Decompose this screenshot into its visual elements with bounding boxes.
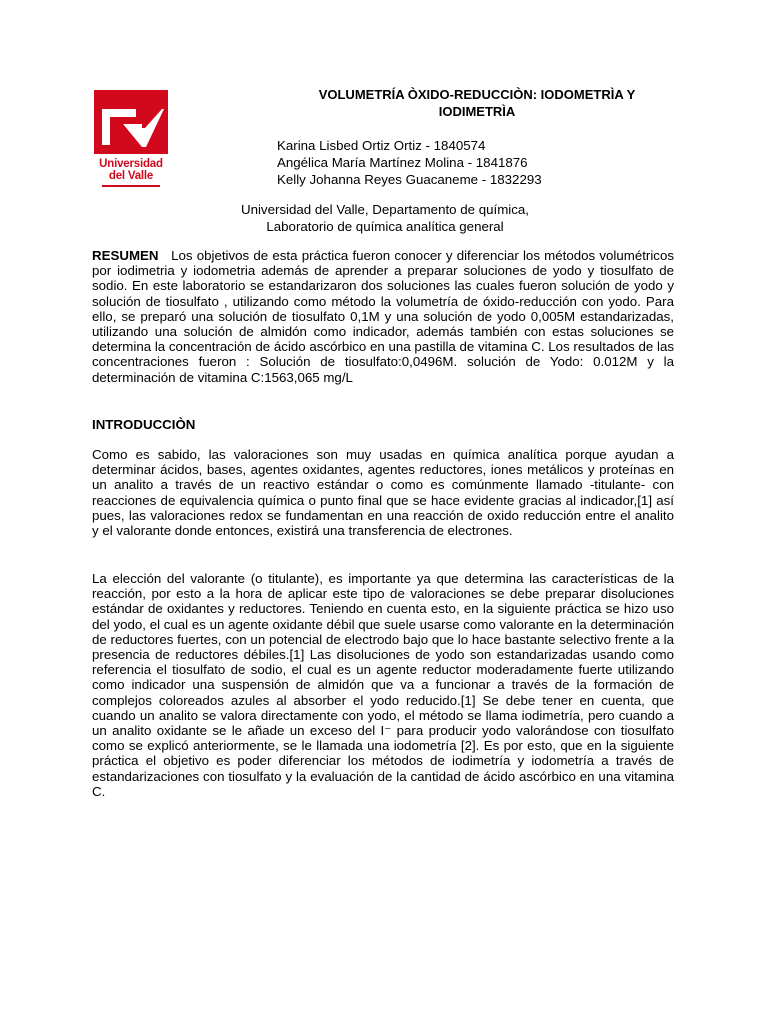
document-title: VOLUMETRÍA ÒXIDO-REDUCCIÒN: IODOMETRÌA Y IODIMETRÌA [318,87,636,119]
author-1: Karina Lisbed Ortiz Ortiz - 1840574 [277,138,486,153]
author-list [277,137,542,188]
abstract-text: Los objetivos de esta práctica fueron conocer y diferenciar los métodos volumétricos por iodimetria y iodometria además de aprender a preparar soluciones de yodo y tiosulfato de sodio. En este laboratorio se estandarizaron dos soluciones las cuales fueron solución de yodo y solución de tiosulfato , utilizando como método la volumetría de óxido-reducción con yodo. Para ello, se preparó una solución de tiosulfato 0,1M y una solución de yodo 0,005M estandarizadas, utilizando una solución de almidón como indicador, además también con estas soluciones se determina la concentración de ácido ascórbico en una pastilla de vitamina C. Los resultados de las concentraciones fueron : Solución de tiosulfato:0,0496M. solución de Yodo: 0.012M y la determinación de vitamina C:1563,065 mg/L [92,248,674,385]
affiliation [200,201,570,235]
affiliation-line-1: Universidad del Valle, Departamento de química, [240,202,529,217]
abstract-label: RESUMEN [92,248,159,263]
introduction-paragraph-1: Como es sabido, las valoraciones son muy usadas en química analítica porque ayudan a determinar ácidos, bases, agentes oxidantes, agentes reductores, iones metálicos y proteínas en un analito a través de un reactivo estándar o como es comúnmente llamado -titulante- con reacciones de equivalencia química o punto final que se hace evidente gracias al indicador,[1] así pues, las valoraciones redox se fundamentan en una reacción de oxido reducción entre el analito y el valorante donde entonces, existirá una transferencia de electrones. [92,447,674,539]
author-3: Kelly Johanna Reyes Guacaneme - 1832293 [277,172,542,187]
logo-line-1: Universidad [99,158,163,170]
author-2: Angélica María Martínez Molina - 1841876 [277,155,528,170]
affiliation-line-2: Laboratorio de química analítica general [266,219,504,234]
abstract-paragraph [92,248,674,385]
introduction-paragraph-2: La elección del valorante (o titulante), es importante ya que determina las características de la reacción, por esto a la hora de aplicar este tipo de valoraciones se debe preparar disoluciones estándar de oxidantes y reductores. Teniendo en cuenta esto, en la siguiente práctica se hizo uso del yodo, el cual es un agente oxidante débil que suele usarse como valorante en la determinación de reductores fuertes, con un potencial de electrodo bajo que lo hace bastante selectivo frente a la presencia de reductores débiles.[1] Las disoluciones de yodo son estandarizadas usando como referencia el tiosulfato de sodio, el cual es un agente reductor moderadamente fuerte utilizando como indicador una suspensión de almidón que va a funcionar a través de la formación de complejos coloreados azules al absorber el yodo reducido.[1] Se debe tener en cuenta, que cuando un analito se valora directamente con yodo, el método se llama iodimetría, pero cuando a un analito oxidante se le añade un exceso del I⁻ para producir yodo valorándose con tiosulfato como se explicó anteriormente, se le llamada una iodometría [2]. Es por esto, que en la siguiente práctica el objetivo es poder diferenciar los métodos de iodimetría y iodometría a través de estandarizaciones con tiosulfato y la evaluación de la cantidad de ácido ascórbico en una vitamina C. [92,571,674,799]
introduction-heading: INTRODUCCIÒN [92,417,196,432]
university-logo [94,90,168,189]
logo-underline [94,184,168,189]
logo-line-2: del Valle [108,170,154,182]
university-emblem-icon [94,90,168,154]
